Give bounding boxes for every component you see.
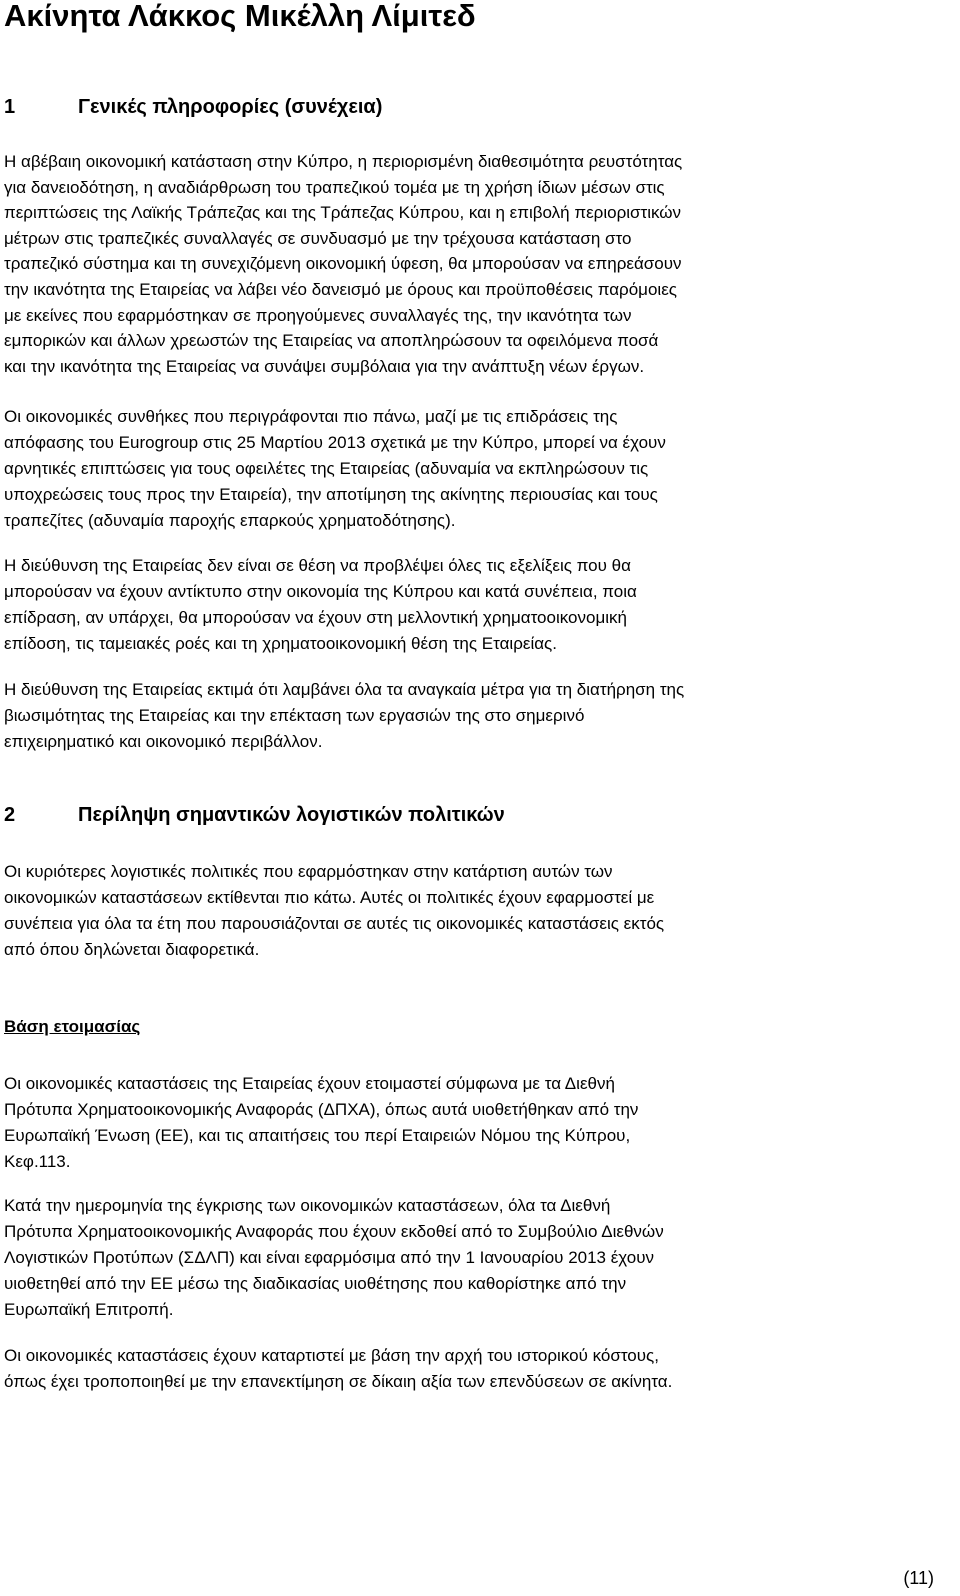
paragraph — [4, 1193, 934, 1323]
text-line: Ευρωπαϊκή Ένωση (ΕΕ), και τις απαιτήσεις του περί Εταιρειών Νόμου της Κύπρου, — [4, 1126, 631, 1145]
text-line: Η αβέβαιη οικονομική κατάσταση στην Κύπρο, η περιορισμένη διαθεσιμότητα ρευστότητας — [4, 152, 683, 171]
section-1-number: 1 — [4, 96, 16, 118]
paragraph — [4, 859, 934, 963]
text-line: επιχειρηματικό και οικονομικό περιβάλλον. — [4, 732, 323, 751]
text-line: επίδοση, τις ταμειακές ροές και τη χρηματοοικονομική θέση της Εταιρείας. — [4, 634, 557, 653]
section-2-heading — [4, 802, 505, 828]
paragraph — [4, 1071, 934, 1175]
text-line: Κατά την ημερομηνία της έγκρισης των οικονομικών καταστάσεων, όλα τα Διεθνή — [4, 1196, 611, 1215]
text-line: και την ικανότητα της Εταιρείας να συνάψει συμβόλαια για την ανάπτυξη νέων έργων. — [4, 356, 645, 376]
text-line: υποχρεώσεις τους προς την Εταιρεία), την αποτίμηση της ακίνητης περιουσίας και τους — [4, 485, 658, 504]
text-line: τραπεζίτες (αδυναμία παροχής επαρκούς χρηματοδότησης). — [4, 511, 456, 530]
page-number: (11) — [903, 1568, 934, 1588]
text-line: Λογιστικών Προτύπων (ΣΔΛΠ) και είναι εφαρμόσιμα από την 1 Ιανουαρίου 2013 έχουν — [4, 1248, 655, 1267]
section-1-title: Γενικές πληροφορίες (συνέχεια) — [78, 96, 383, 118]
text-line: περιπτώσεις της Λαϊκής Τράπεζας και της Τράπεζας Κύπρου, και η επιβολή περιοριστικών — [4, 203, 682, 223]
text-line: Ευρωπαϊκή Επιτροπή. — [4, 1300, 174, 1319]
text-line: Πρότυπα Χρηματοοικονομικής Αναφοράς που έχουν εκδοθεί από το Συμβούλιο Διεθνών — [4, 1222, 664, 1241]
text-line: αρνητικές επιπτώσεις για τους οφειλέτες της Εταιρείας (αδυναμία να εκπληρώσουν τις — [4, 459, 649, 478]
text-line: Κεφ.113. — [4, 1152, 71, 1171]
text-line: τραπεζικό σύστημα και τη συνεχιζόμενη οικονομική ύφεση, θα μπορούσαν να επηρεάσουν — [4, 254, 682, 274]
paragraph — [4, 677, 934, 755]
text-line: Πρότυπα Χρηματοοικονομικής Αναφοράς (ΔΠΧΑ), όπως αυτά υιοθετήθηκαν από την — [4, 1100, 639, 1119]
text-line: για δανειοδότηση, η αναδιάρθρωση του τραπεζικού τομέα με τη χρήση ίδιων μέσων στις — [4, 177, 665, 197]
text-line: Η διεύθυνση της Εταιρείας δεν είναι σε θέση να προβλέψει όλες τις εξελίξεις που θα — [4, 556, 631, 575]
paragraph — [4, 404, 934, 534]
text-line: όπως έχει τροποποιηθεί με την επανεκτίμηση σε δίκαιη αξία των επενδύσεων σε ακίνητα. — [4, 1372, 673, 1391]
text-line: απόφασης του Eurogroup στις 25 Μαρτίου 2013 σχετικά με την Κύπρο, μπορεί να έχουν — [4, 433, 666, 452]
text-line: Οι κυριότερες λογιστικές πολιτικές που εφαρμόστηκαν στην κατάρτιση αυτών των — [4, 862, 613, 881]
section-2-title: Περίληψη σημαντικών λογιστικών πολιτικών — [78, 804, 505, 826]
text-line: υιοθετηθεί από την ΕΕ μέσω της διαδικασίας υιοθέτησης που καθορίστηκε από την — [4, 1274, 627, 1293]
text-line: με εκείνες που εφαρμόστηκαν σε προηγούμενες συναλλαγές της, την ικανότητα των — [4, 305, 632, 325]
text-line: Η διεύθυνση της Εταιρείας εκτιμά ότι λαμβάνει όλα τα αναγκαία μέτρα για τη διατήρηση της — [4, 680, 685, 699]
paragraph — [4, 553, 934, 657]
document-title: Ακίνητα Λάκκος Μικέλλη Λίμιτεδ — [4, 0, 476, 33]
text-line: εμπορικών και άλλων χρεωστών της Εταιρείας να αποπληρώσουν τα οφειλόμενα ποσά — [4, 331, 659, 351]
text-line: μπορούσαν να έχουν αντίκτυπο στην οικονομία της Κύπρου και κατά συνέπεια, ποια — [4, 582, 637, 601]
text-line: συνέπεια για όλα τα έτη που παρουσιάζονται σε αυτές τις οικονομικές καταστάσεις εκτός — [4, 914, 665, 933]
text-line: από όπου δηλώνεται διαφορετικά. — [4, 940, 260, 959]
paragraph — [4, 149, 934, 379]
text-line: βιωσιμότητας της Εταιρείας και την επέκταση των εργασιών της στο σημερινό — [4, 706, 585, 725]
basis-of-preparation-heading: Βάση ετοιμασίας — [4, 1017, 141, 1036]
text-line: Οι οικονομικές συνθήκες που περιγράφονται πιο πάνω, μαζί με τις επιδράσεις της — [4, 407, 618, 426]
text-line: Οι οικονομικές καταστάσεις της Εταιρείας έχουν ετοιμαστεί σύμφωνα με τα Διεθνή — [4, 1074, 615, 1093]
text-line: οικονομικών καταστάσεων εκτίθενται πιο κάτω. Αυτές οι πολιτικές έχουν εφαρμοστεί με — [4, 888, 655, 907]
section-2-number: 2 — [4, 804, 16, 826]
paragraph — [4, 1343, 934, 1395]
text-line: την ικανότητα της Εταιρείας να λάβει νέο δανεισμό με όρους και προϋποθέσεις παρόμοιες — [4, 279, 677, 299]
text-line: Οι οικονομικές καταστάσεις έχουν καταρτιστεί με βάση την αρχή του ιστορικού κόστους, — [4, 1346, 659, 1365]
section-1-heading — [4, 94, 382, 120]
text-line: επίδραση, αν υπάρχει, θα μπορούσαν να έχουν στη μελλοντική χρηματοοικονομική — [4, 608, 627, 627]
text-line: μέτρων στις τραπεζικές συναλλαγές σε συνδυασμό με την τρέχουσα κατάσταση στο — [4, 228, 632, 248]
